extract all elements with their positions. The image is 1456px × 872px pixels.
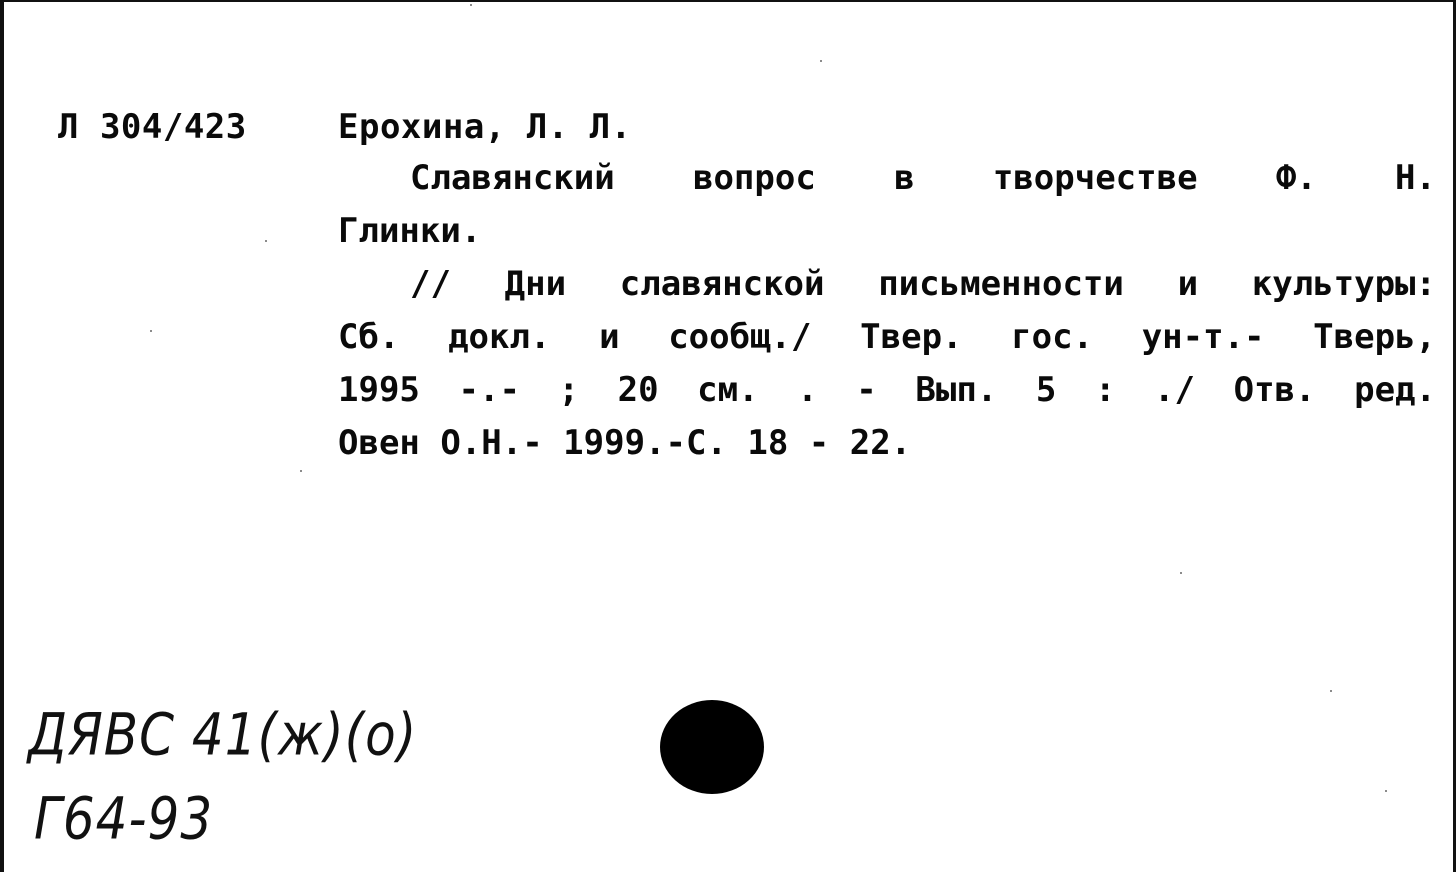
scan-speck bbox=[150, 330, 152, 332]
bibliographic-description bbox=[338, 152, 1436, 470]
scan-speck bbox=[1180, 572, 1182, 574]
scan-speck bbox=[300, 470, 302, 472]
card-edge-left bbox=[0, 0, 4, 872]
title-line-1: Славянский вопрос в творчестве Ф. Н. bbox=[410, 158, 1436, 198]
handwritten-classification-code: ДЯВС 41(ж)(о) bbox=[28, 701, 418, 769]
scan-speck bbox=[1330, 690, 1332, 692]
scan-speck bbox=[1385, 790, 1387, 792]
card-edge-top bbox=[0, 0, 1456, 2]
handwritten-shelf-mark: Г64-93 bbox=[34, 785, 214, 853]
scan-speck bbox=[265, 240, 267, 242]
call-number: Л 304/423 bbox=[58, 107, 247, 147]
punch-hole bbox=[660, 700, 764, 794]
source-line-3: 1995 -.- ; 20 см. . - Вып. 5 : ./ Отв. ред. bbox=[338, 370, 1436, 410]
source-line-2: Сб. докл. и сообщ./ Твер. гос. ун-т.- Тверь, bbox=[338, 317, 1436, 357]
source-line-1: // Дни славянской письменности и культуры: bbox=[410, 264, 1436, 304]
scan-speck bbox=[820, 60, 822, 62]
author-name: Ерохина, Л. Л. bbox=[338, 107, 632, 147]
title-line-2: Глинки. bbox=[338, 211, 482, 251]
scan-speck bbox=[470, 4, 472, 6]
source-line-4: Овен О.Н.- 1999.-С. 18 - 22. bbox=[338, 423, 912, 463]
